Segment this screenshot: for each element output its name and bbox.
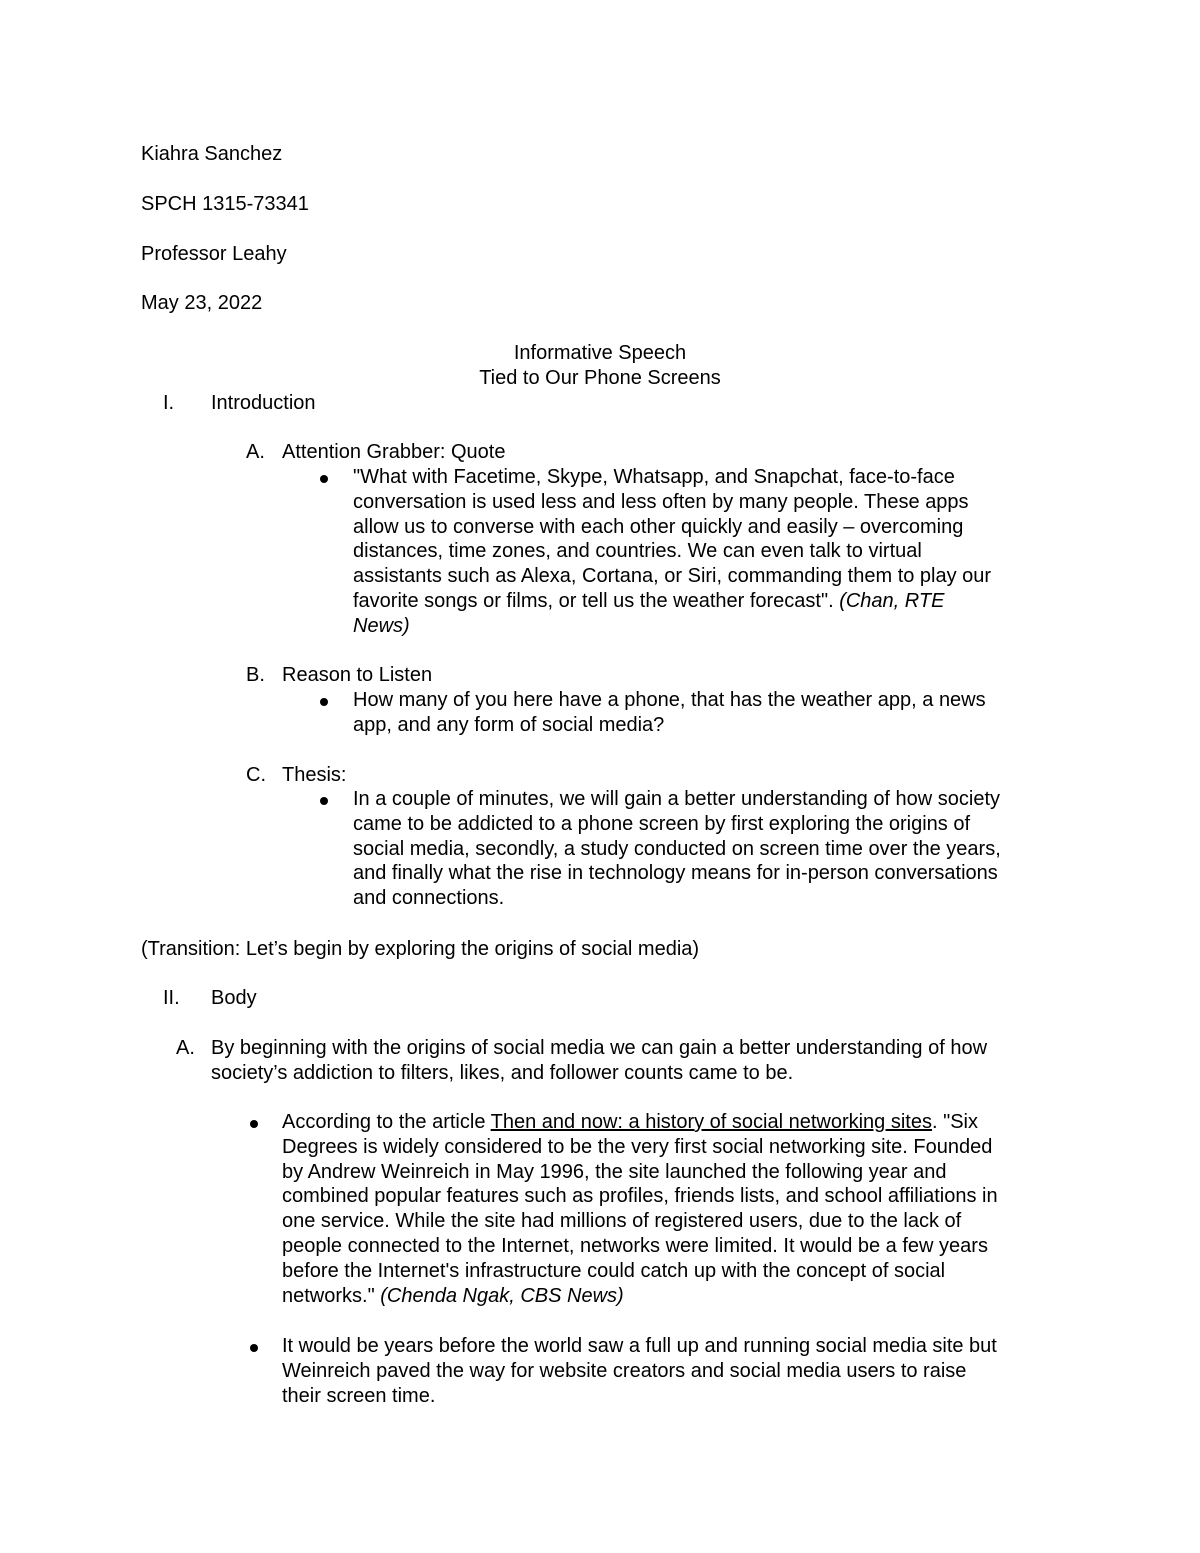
date: May 23, 2022 — [141, 292, 263, 314]
author-name: Kiahra Sanchez — [141, 143, 283, 165]
bullet-text: networks." — [282, 1284, 381, 1307]
section-numeral-intro: I. — [163, 392, 175, 414]
citation: (Chenda Ngak, CBS News) — [380, 1284, 624, 1307]
bullet-line: In a couple of minutes, we will gain a better understanding of how society — [353, 788, 1001, 810]
quote-line: conversation is used less and less often by many people. These apps — [353, 490, 969, 513]
bullet-icon — [320, 797, 328, 805]
bullet-line: How many of you here have a phone, that has the weather app, a news — [353, 689, 986, 711]
quote-line: distances, time zones, and countries. We can even talk to virtual — [353, 540, 922, 563]
quote-line — [353, 589, 1073, 614]
subsection-letter: A. — [246, 441, 265, 463]
bullet-line: and finally what the rise in technology means for in-person conversations — [353, 862, 998, 885]
bullet-line: and connections. — [353, 887, 505, 910]
section-heading-intro: Introduction — [211, 392, 316, 414]
citation: (Chan, RTE — [839, 589, 945, 612]
course-code: SPCH 1315-73341 — [141, 193, 309, 215]
citation: News) — [353, 614, 410, 637]
thesis-bullet — [353, 787, 1073, 911]
bullet-icon — [320, 698, 328, 706]
quote-line: assistants such as Alexa, Cortana, or Siri, commanding them to play our — [353, 565, 992, 588]
quote-line: allow us to converse with each other quickly and easily – overcoming — [353, 515, 964, 538]
bullet-line: people connected to the Internet, networks were limited. It would be a few years — [282, 1234, 988, 1257]
body-subsection-text — [211, 1036, 1111, 1086]
bullet-line: before the Internet's infrastructure could catch up with the concept of social — [282, 1259, 946, 1282]
bullet-icon — [250, 1120, 258, 1128]
bullet-line — [282, 1284, 1102, 1309]
body-line: By beginning with the origins of social media we can gain a better understanding of how — [211, 1037, 988, 1059]
bullet-line: It would be years before the world saw a full up and running social media site but — [282, 1335, 997, 1357]
bullet-line: one service. While the site had millions of registered users, due to the lack of — [282, 1210, 962, 1233]
body-line: society’s addiction to filters, likes, and follower counts came to be. — [211, 1061, 794, 1084]
bullet-line: Degrees is widely considered to be the very first social networking site. Founded — [282, 1135, 993, 1158]
quote-line — [353, 614, 1073, 639]
subsection-label: Reason to Listen — [282, 664, 433, 686]
quote-text: favorite songs or films, or tell us the weather forecast". — [353, 589, 840, 612]
subsection-label: Attention Grabber: Quote — [282, 441, 506, 463]
bullet-text: . "Six — [931, 1111, 978, 1133]
conclusion-bullet — [282, 1334, 1102, 1408]
history-bullet — [282, 1110, 1102, 1308]
section-numeral-body: II. — [163, 987, 180, 1009]
bullet-line: their screen time. — [282, 1384, 436, 1407]
bullet-icon — [250, 1344, 258, 1352]
document-subtitle: Tied to Our Phone Screens — [479, 367, 721, 389]
reason-bullet — [353, 688, 1073, 738]
subsection-letter: A. — [176, 1037, 195, 1059]
bullet-text: According to the article — [282, 1111, 491, 1133]
bullet-line: app, and any form of social media? — [353, 713, 665, 736]
bullet-line: by Andrew Weinreich in May 1996, the site launched the following year and — [282, 1160, 947, 1183]
document-title: Informative Speech — [513, 342, 687, 364]
quote-line: "What with Facetime, Skype, Whatsapp, and Snapchat, face-to-face — [353, 466, 955, 488]
professor-name: Professor Leahy — [141, 243, 287, 265]
bullet-line: social media, secondly, a study conducted on screen time over the years, — [353, 837, 1001, 860]
subsection-letter: C. — [246, 764, 266, 786]
transition-text: (Transition: Let’s begin by exploring the origins of social media) — [141, 938, 700, 960]
quote-bullet — [353, 465, 1073, 639]
article-title: Then and now: a history of social networking sites — [490, 1111, 932, 1133]
bullet-line: Weinreich paved the way for website creators and social media users to raise — [282, 1359, 967, 1382]
bullet-line: came to be addicted to a phone screen by first exploring the origins of — [353, 812, 971, 835]
bullet-line — [282, 1110, 1102, 1135]
bullet-icon — [320, 475, 328, 483]
section-heading-body: Body — [211, 987, 257, 1009]
subsection-label: Thesis: — [282, 764, 347, 786]
subsection-letter: B. — [246, 664, 265, 686]
bullet-line: combined popular features such as profiles, friends lists, and school affiliations in — [282, 1185, 998, 1208]
